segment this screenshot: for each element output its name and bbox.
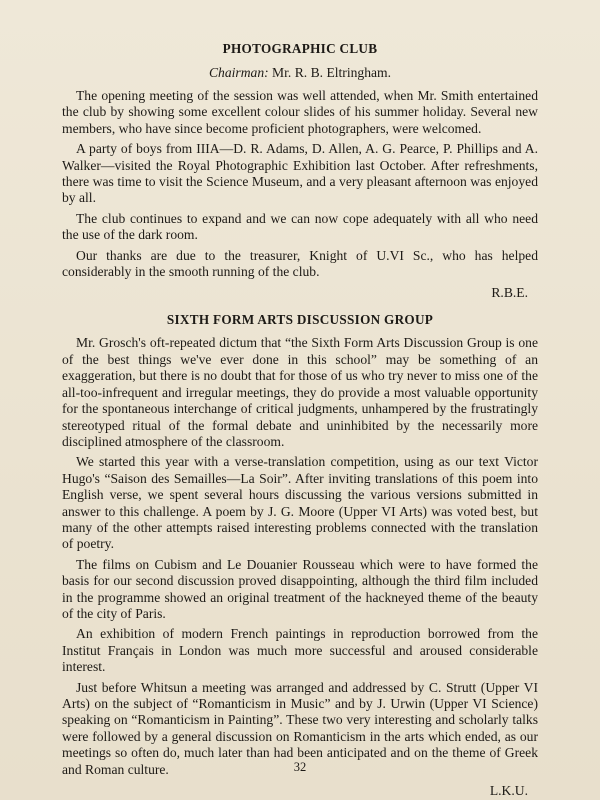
sixth-paragraph-4: An exhibition of modern French paintings in reproduction borrowed from the Institut Français in London was much more successful and aroused considerable interest. [62,626,538,675]
sixth-paragraph-2: We started this year with a verse-translation competition, using as our text Victor Hugo's “Saison des Semailles—La Soir”. After inviting translations of this poem into English verse, we spent several hours discussing the various versions submitted in answer to this challenge. A poem by J. G. Moore (Upper VI Arts) was voted best, but many of the other attempts raised interesting problems connected with the translation of poetry. [62,454,538,552]
photo-paragraph-4: Our thanks are due to the treasurer, Knight of U.VI Sc., who has helped considerably in the smooth running of the club. [62,247,538,280]
chairman-name: Mr. R. B. Eltringham. [268,65,391,80]
photographic-club-heading: PHOTOGRAPHIC CLUB [222,41,378,56]
photo-signature: R.B.E. [491,285,528,301]
sixth-form-heading: SIXTH FORM ARTS DISCUSSION GROUP [166,312,434,328]
photo-paragraph-2: A party of boys from IIIA—D. R. Adams, D. Allen, A. G. Pearce, P. Phillips and A. Walker—visited the Royal Photographic Exhibition last October. After refreshments, there was time to visit the Science Museum, and a very pleasant afternoon was enjoyed by all. [62,141,538,206]
photo-paragraph-3: The club continues to expand and we can now cope adequately with all who need the use of the dark room. [62,210,538,243]
photo-paragraph-1: The opening meeting of the session was well attended, when Mr. Smith entertained the club by showing some excellent colour slides of his summer holiday. Several new members, who have since become proficient photographers, were welcomed. [62,88,538,136]
sixth-signature: L.K.U. [489,783,528,799]
chairman-line [62,64,538,82]
page-number: 32 [293,760,307,774]
chairman-role: Chairman: [208,65,269,80]
sixth-paragraph-1: Mr. Grosch's oft-repeated dictum that “the Sixth Form Arts Discussion Group is one of the best things we've ever done in this school” may be something of an exaggeration, but there is no doubt that for those of us who try never to miss one of the all-too-infrequent and irregular meetings, they do provide a most valuable opportunity for the spontaneous interchange of critical judgments, unhampered by the frustratingly stereotyped ritual of the formal debate and uninhibited by the necessarily more disciplined atmosphere of the classroom. [62,335,538,449]
sixth-paragraph-5: Just before Whitsun a meeting was arranged and addressed by C. Strutt (Upper VI Arts) on the subject of “Romanticism in Music” and by J. Urwin (Upper VI Science) speaking on “Romanticism in Painting”. These two very interesting and scholarly talks were followed by a general discussion on Romanticism in the arts which ended, as our meetings so often do, much later than had been anticipated and on the theme of Greek and Roman culture. [62,679,538,777]
sixth-paragraph-3: The films on Cubism and Le Douanier Rousseau which were to have formed the basis for our second discussion proved disappointing, although the third film included in the programme showed an original treatment of the hackneyed theme of the beauty of the city of Paris. [62,556,538,621]
